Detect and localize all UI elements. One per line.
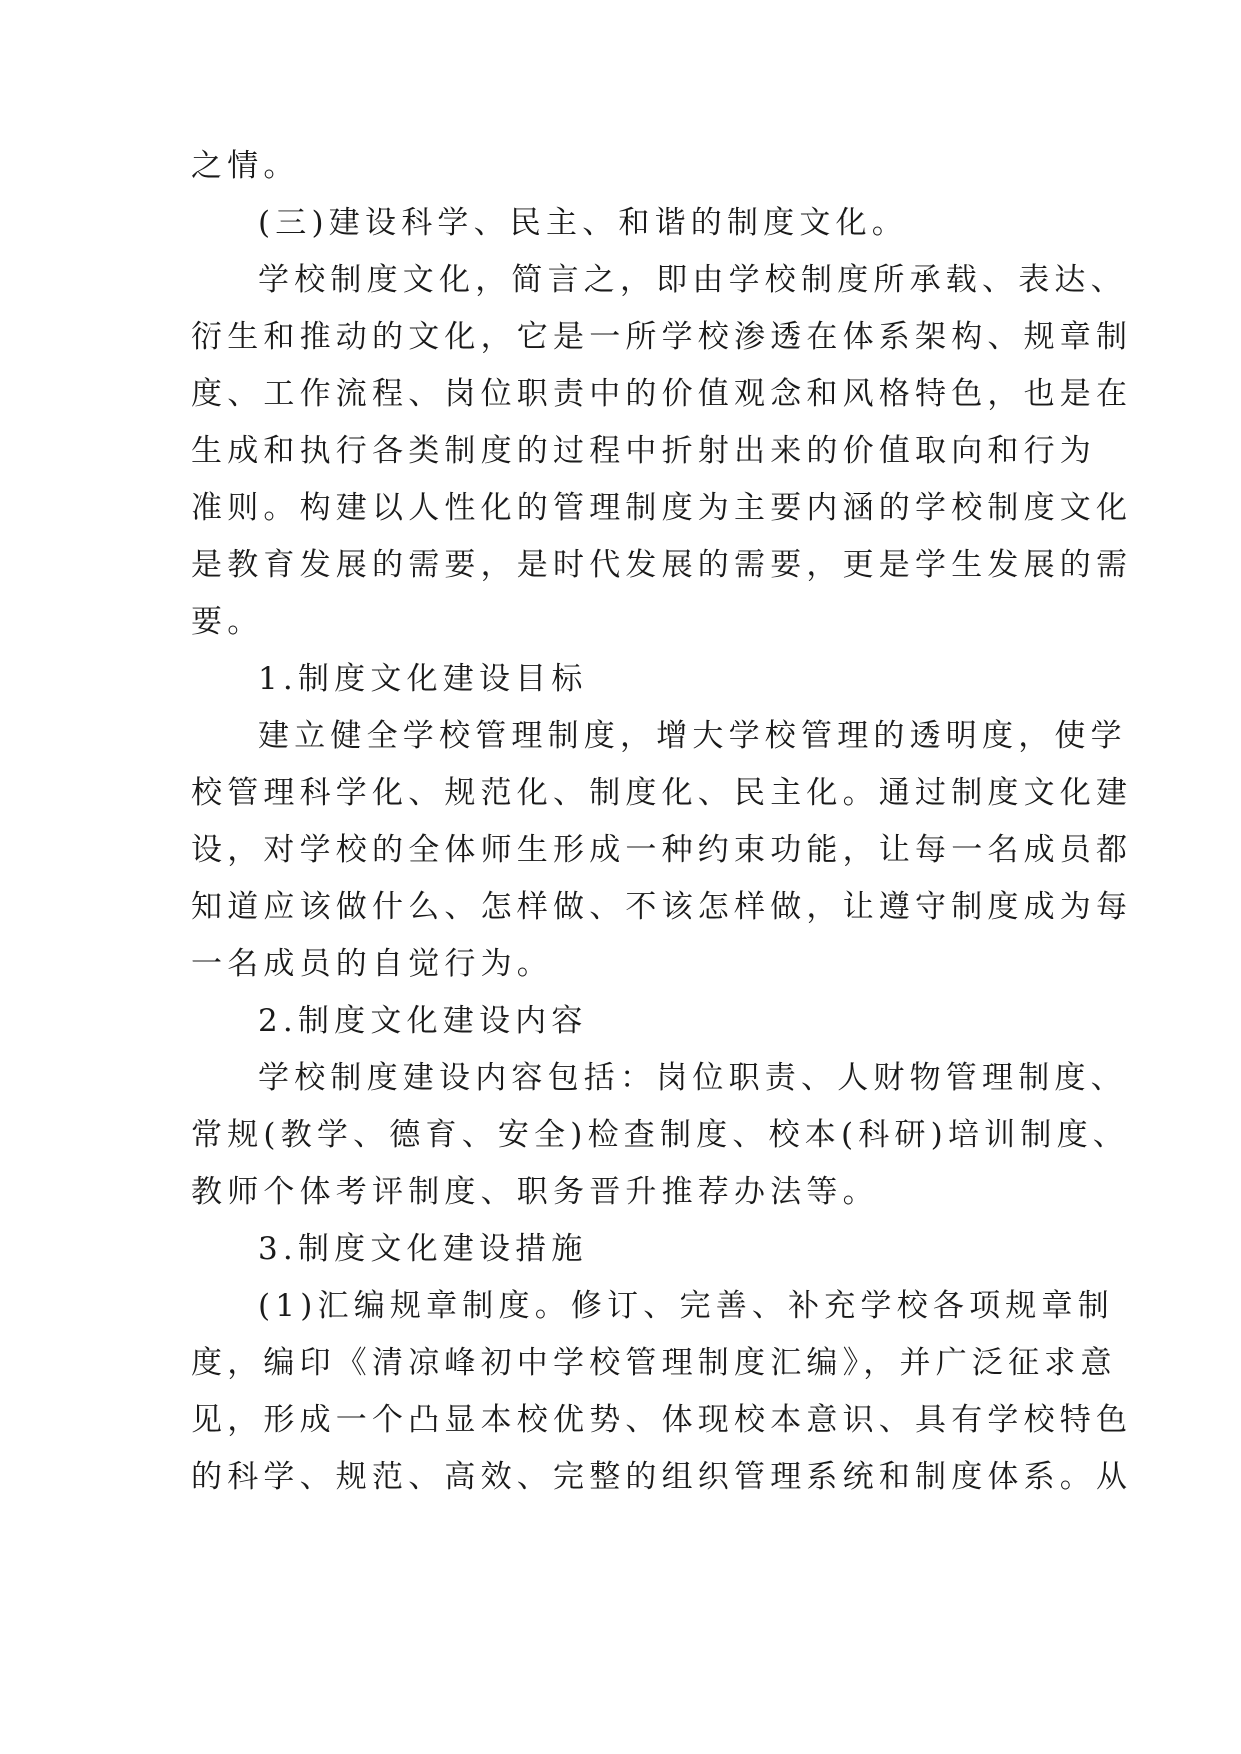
text-line-22: 度，编印《清凉峰初中学校管理制度汇编》，并广泛征求意 xyxy=(191,1345,1117,1381)
text-line-8: 是教育发展的需要，是时代发展的需要，更是学生发展的需 xyxy=(191,547,1133,583)
subheading-content: 2.制度文化建设内容 xyxy=(258,1003,588,1039)
text-line-18: 常规(教学、德育、安全)检查制度、校本(科研)培训制度、 xyxy=(191,1117,1129,1153)
text-line-19: 教师个体考评制度、职务晋升推荐办法等。 xyxy=(191,1174,879,1210)
text-line-4: 衍生和推动的文化，它是一所学校渗透在体系架构、规章制 xyxy=(191,319,1133,355)
text-line-5: 度、工作流程、岗位职责中的价值观念和风格特色，也是在 xyxy=(191,376,1133,412)
subheading-goal: 1.制度文化建设目标 xyxy=(258,661,588,697)
text-line-1: 之情。 xyxy=(191,148,300,184)
text-line-7: 准则。构建以人性化的管理制度为主要内涵的学校制度文化 xyxy=(191,490,1133,526)
text-line-12: 校管理科学化、规范化、制度化、民主化。通过制度文化建 xyxy=(191,775,1133,811)
text-line-17: 学校制度建设内容包括：岗位职责、人财物管理制度、 xyxy=(258,1060,1127,1096)
text-line-15: 一名成员的自觉行为。 xyxy=(191,946,553,982)
text-line-24: 的科学、规范、高效、完整的组织管理系统和制度体系。从 xyxy=(191,1459,1133,1495)
text-line-23: 见，形成一个凸显本校优势、体现校本意识、具有学校特色 xyxy=(191,1402,1133,1438)
text-line-21: (1)汇编规章制度。修订、完善、补充学校各项规章制 xyxy=(258,1288,1114,1324)
text-line-6: 生成和执行各类制度的过程中折射出来的价值取向和行为 xyxy=(191,433,1096,469)
subheading-measures: 3.制度文化建设措施 xyxy=(258,1231,588,1267)
section-heading-3: (三)建设科学、民主、和谐的制度文化。 xyxy=(258,205,908,241)
text-line-3: 学校制度文化，简言之，即由学校制度所承载、表达、 xyxy=(258,262,1127,298)
text-line-11: 建立健全学校管理制度，增大学校管理的透明度，使学 xyxy=(258,718,1127,754)
text-line-13: 设，对学校的全体师生形成一种约束功能，让每一名成员都 xyxy=(191,832,1133,868)
text-line-9: 要。 xyxy=(191,604,264,640)
text-line-14: 知道应该做什么、怎样做、不该怎样做，让遵守制度成为每 xyxy=(191,889,1133,925)
